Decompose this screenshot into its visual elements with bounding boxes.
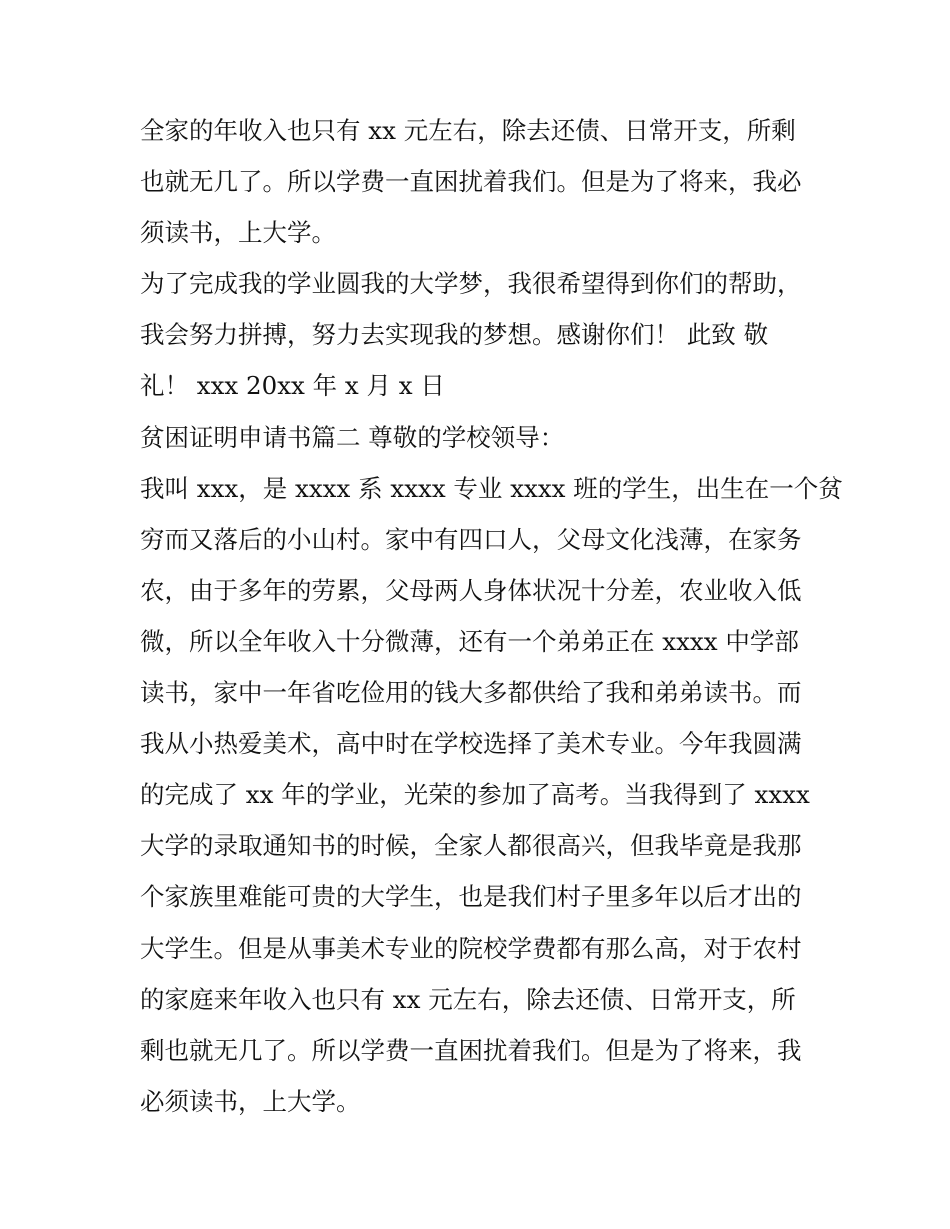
text-line: 我叫 xxx，是 xxxx 系 xxxx 专业 xxxx 班的学生，出生在一个贫 — [140, 473, 843, 503]
section-heading: 贫困证明申请书篇二 尊敬的学校领导： — [140, 422, 565, 452]
text-line: 读书，家中一年省吃俭用的钱大多都供给了我和弟弟读书。而 — [140, 678, 802, 708]
text-line: 全家的年收入也只有 xx 元左右，除去还债、日常开支，所剩 — [140, 116, 796, 145]
text-line: 也就无几了。所以学费一直困扰着我们。但是为了将来，我必 — [140, 167, 802, 197]
text-line: 须读书，上大学。 — [140, 218, 336, 248]
text-line: 为了完成我的学业圆我的大学梦，我很希望得到你们的帮助， — [140, 269, 802, 299]
document-body — [140, 105, 843, 1127]
text-line: 礼！ xxx 20xx 年 x 月 x 日 — [140, 371, 445, 401]
text-line: 我会努力拼搏，努力去实现我的梦想。感谢你们！ 此致 敬 — [140, 320, 769, 350]
text-line: 的家庭来年收入也只有 xx 元左右，除去还债、日常开支，所 — [140, 984, 796, 1014]
text-line: 大学生。但是从事美术专业的院校学费都有那么高，对于农村 — [140, 933, 802, 963]
text-line: 农，由于多年的劳累，父母两人身体状况十分差，农业收入低 — [140, 575, 802, 605]
text-line: 必须读书，上大学。 — [140, 1086, 361, 1116]
text-line: 我从小热爱美术，高中时在学校选择了美术专业。今年我圆满 — [140, 729, 802, 759]
text-line: 穷而又落后的小山村。家中有四口人，父母文化浅薄，在家务 — [140, 524, 802, 554]
text-line: 大学的录取通知书的时候，全家人都很高兴，但我毕竟是我那 — [140, 831, 802, 861]
text-line: 剩也就无几了。所以学费一直困扰着我们。但是为了将来，我 — [140, 1035, 802, 1065]
text-line: 微，所以全年收入十分微薄，还有一个弟弟正在 xxxx 中学部 — [140, 626, 799, 656]
text-line: 的完成了 xx 年的学业，光荣的参加了高考。当我得到了 xxxx — [140, 780, 810, 810]
text-line: 个家族里难能可贵的大学生，也是我们村子里多年以后才出的 — [140, 882, 802, 912]
